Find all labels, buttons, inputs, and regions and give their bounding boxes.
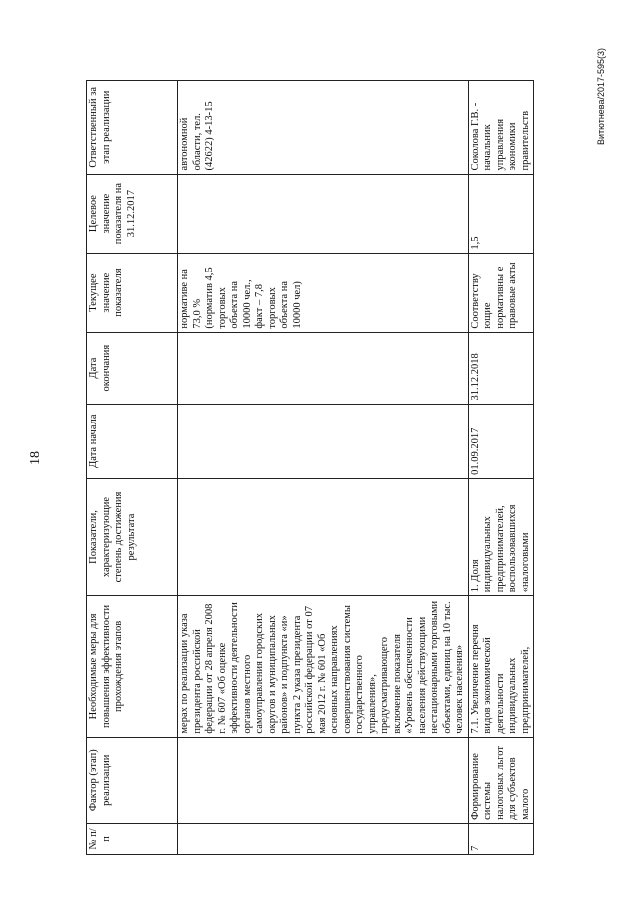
cell-start: 01.09.2017	[468, 404, 534, 478]
measures-table	[86, 80, 534, 855]
cell-current: нормативе на 73,0 % (норматив 4,5 торговых объекта на 10000 чел., факт – 7,8 торговых объекта на 10000 чел)	[178, 253, 469, 332]
cell-factor: Формирование системы налоговых льгот для субъектов малого	[468, 737, 534, 823]
header-current: Текущее значение показателя	[87, 253, 178, 332]
header-target: Целевое значение показателя на 31.12.2017	[87, 174, 178, 253]
cell-measures: мерах по реализации указа президента российской федерации от 28 апреля 2008 г. № 607 «Об оценке эффективности деятельности органов местного самоуправления городских округов и муниципальных районов» и подпункта «и» пункта 2 указа президента российской федерации от 07 мая 2012 г. № 601 «Об основных направлениях совершенствования системы государственного управления», предусматривающего включение показателя «Уровень обеспеченности населения действующими нестационарными торговыми объектами, единиц на 10 тыс. человек населения»	[178, 596, 469, 737]
table-row	[468, 81, 534, 855]
cell-current: Соответству ющие нормативны е правовые акты	[468, 253, 534, 332]
cell-num	[178, 823, 469, 854]
header-measures: Необходимые меры для повышения эффективности прохождения этапов	[87, 596, 178, 737]
header-end: Дата окончания	[87, 332, 178, 404]
cell-target: 1,5	[468, 174, 534, 253]
header-factor: Фактор (этап) реализации	[87, 737, 178, 823]
table-row	[178, 81, 469, 855]
table-header-row	[87, 81, 178, 855]
cell-end: 31.12.2018	[468, 332, 534, 404]
cell-indicators	[178, 478, 469, 595]
cell-measures: 7.1. Увеличение перечня видов экономической деятельности индивидуальных предпринимателей,	[468, 596, 534, 737]
cell-indicators: 1. Доля индивидуальных предпринимателей, воспользовавшихся «налоговыми	[468, 478, 534, 595]
cell-target	[178, 174, 469, 253]
cell-factor	[178, 737, 469, 823]
cell-responsible: автономной области, тел. (42622) 4-13-15	[178, 81, 469, 175]
document-footer-stamp: Витютнева/2017-595(3)	[596, 47, 606, 145]
header-responsible: Ответственный за этап реализации	[87, 81, 178, 175]
cell-num: 7	[468, 823, 534, 854]
cell-end	[178, 332, 469, 404]
header-start: Дата начала	[87, 404, 178, 478]
cell-responsible: Соколова Г.В. - начальник управления экономики правительств	[468, 81, 534, 175]
header-indicators: Показатели, характеризующие степень достижения результата	[87, 478, 178, 595]
cell-start	[178, 404, 469, 478]
header-num: № п/п	[87, 823, 178, 854]
page-number: 18	[28, 451, 43, 465]
